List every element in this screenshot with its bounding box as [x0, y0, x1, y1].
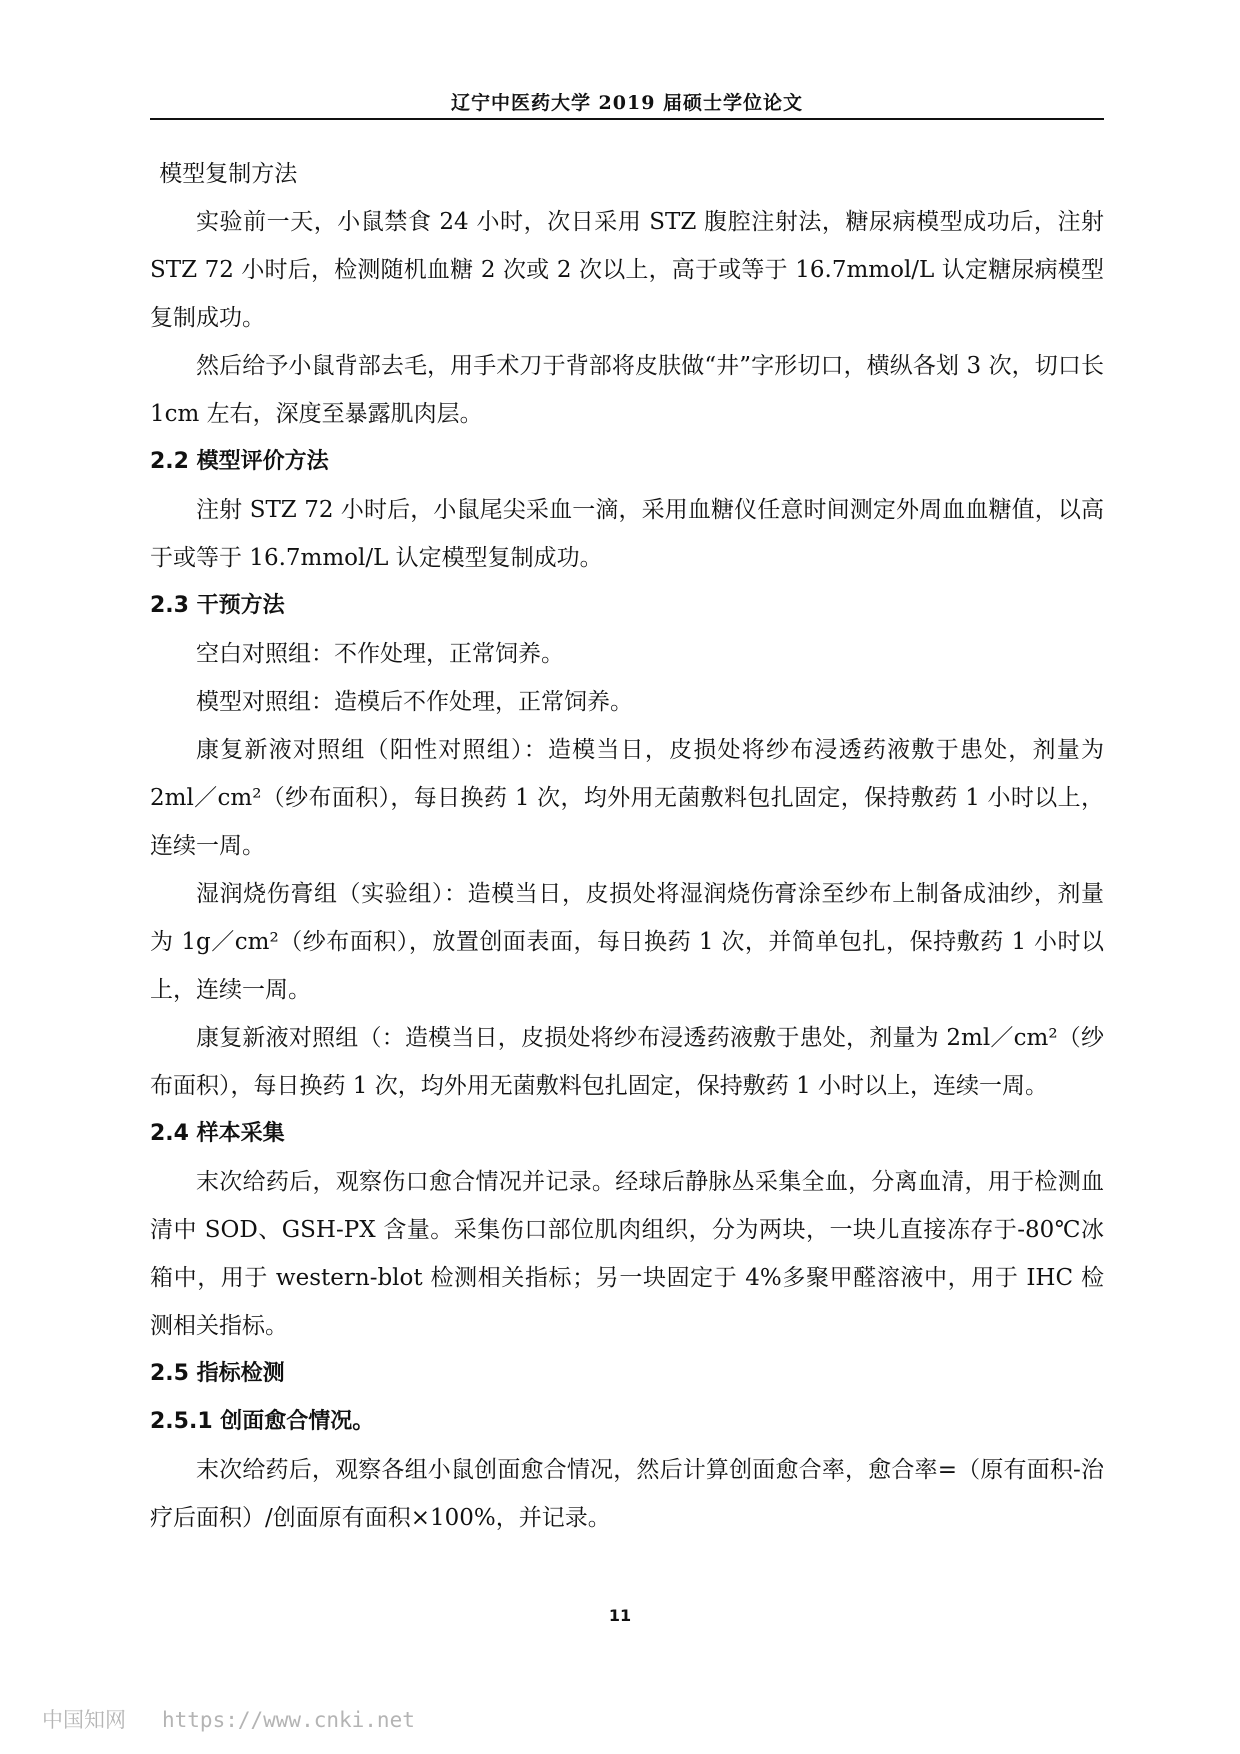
body-paragraph: 模型对照组：造模后不作处理，正常饲养。	[196, 689, 633, 715]
cnki-watermark	[42, 1704, 451, 1734]
body-paragraph: 模型复制方法	[159, 161, 298, 187]
body-paragraph: 末次给药后，观察伤口愈合情况并记录。经球后静脉丛采集全血，分离血清，用于检测血清中 SOD、GSH-PX 含量。采集伤口部位肌肉组织，分为两块，一块儿直接冻存于-80℃冰箱中，用于 western-blot 检测相关指标；另一块固定于 4%多聚甲醛溶液中，用于 IHC 检测相关指标。	[150, 1169, 1104, 1339]
body-paragraph: 空白对照组：不作处理，正常饲养。	[196, 641, 564, 667]
watermark-url[interactable]: https://www.cnki.net	[162, 1708, 415, 1732]
page-number: 11	[608, 1606, 632, 1625]
section-heading: 2.2 模型评价方法	[150, 449, 329, 474]
section-heading: 2.5.1 创面愈合情况。	[150, 1409, 375, 1434]
watermark-site-name: 中国知网	[42, 1708, 126, 1732]
body-paragraph: 末次给药后，观察各组小鼠创面愈合情况，然后计算创面愈合率，愈合率=（原有面积-治疗后面积）/创面原有面积×100%，并记录。	[150, 1457, 1104, 1531]
body-paragraph: 注射 STZ 72 小时后，小鼠尾尖采血一滴，采用血糖仪任意时间测定外周血血糖值，以高于或等于 16.7mmol/L 认定模型复制成功。	[150, 497, 1104, 571]
body-paragraph: 然后给予小鼠背部去毛，用手术刀于背部将皮肤做“井”字形切口，横纵各划 3 次，切口长 1cm 左右，深度至暴露肌肉层。	[150, 353, 1104, 427]
body-paragraph: 康复新液对照组（阳性对照组）：造模当日，皮损处将纱布浸透药液敷于患处，剂量为 2ml／cm²（纱布面积），每日换药 1 次，均外用无菌敷料包扎固定，保持敷药 1 小时以上，连续一周。	[150, 737, 1104, 859]
body-paragraph: 康复新液对照组（：造模当日，皮损处将纱布浸透药液敷于患处，剂量为 2ml／cm²（纱布面积），每日换药 1 次，均外用无菌敷料包扎固定，保持敷药 1 小时以上，连续一周。	[150, 1025, 1104, 1099]
section-heading: 2.4 样本采集	[150, 1121, 285, 1146]
section-heading: 2.5 指标检测	[150, 1361, 285, 1386]
running-header: 辽宁中医药大学 2019 届硕士学位论文	[450, 92, 804, 114]
page-body	[150, 150, 1104, 1542]
body-paragraph: 湿润烧伤膏组（实验组）：造模当日，皮损处将湿润烧伤膏涂至纱布上制备成油纱，剂量为 1g／cm²（纱布面积），放置创面表面，每日换药 1 次，并简单包扎，保持敷药 1 小时以上，连续一周。	[150, 881, 1104, 1003]
body-paragraph: 实验前一天，小鼠禁食 24 小时，次日采用 STZ 腹腔注射法，糖尿病模型成功后，注射 STZ 72 小时后，检测随机血糖 2 次或 2 次以上，高于或等于 16.7mmol/L 认定糖尿病模型复制成功。	[150, 209, 1104, 331]
section-heading: 2.3 干预方法	[150, 593, 285, 618]
header-rule	[150, 118, 1104, 120]
